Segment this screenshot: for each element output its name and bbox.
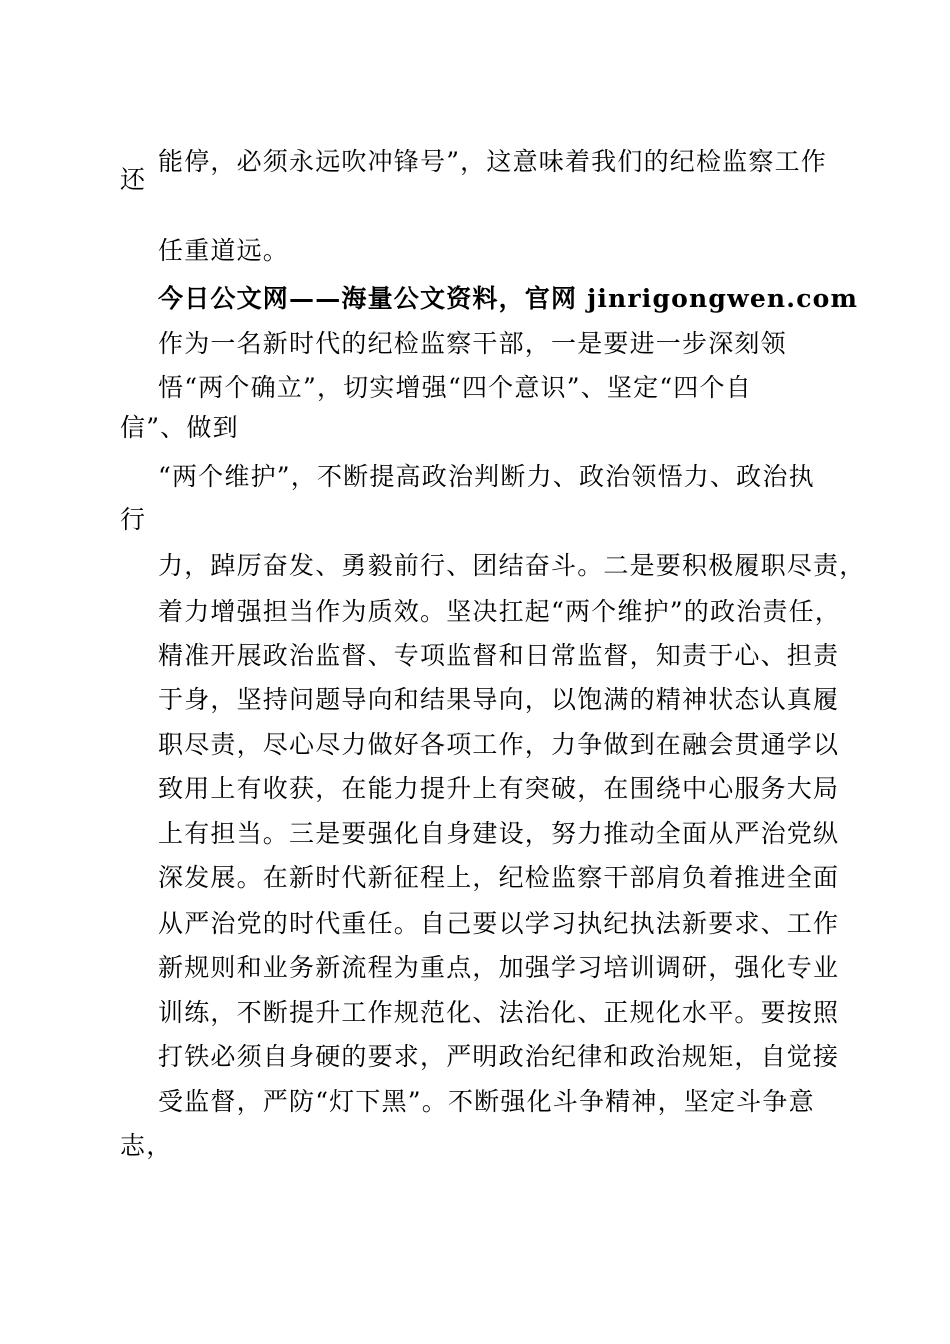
text-line-2: 还: [120, 165, 147, 194]
text-line-21: 打铁必须自身硬的要求，严明政治纪律和政治规矩，自觉接: [158, 1042, 840, 1071]
text-line-1: 能停，必须永远吹冲锋号”，这意味着我们的纪检监察工作: [158, 147, 827, 176]
text-line-9: 行: [120, 505, 147, 534]
text-line-3: 任重道远。: [158, 236, 290, 265]
website-banner: 今日公文网——海量公文资料，官网 jinrigongwen.com: [158, 284, 859, 313]
text-line-17: 深发展。在新时代新征程上，纪检监察干部肩负着推进全面: [158, 863, 840, 892]
text-line-22: 受监督，严防“灯下黑”。不断强化斗争精神，坚定斗争意: [158, 1087, 815, 1116]
text-line-8: “两个维护”，不断提高政治判断力、政治领悟力、政治执: [158, 462, 815, 491]
text-line-18: 从严治党的时代重任。自己要以学习执纪执法新要求、工作: [158, 909, 840, 938]
text-line-20: 训练，不断提升工作规范化、法治化、正规化水平。要按照: [158, 998, 840, 1027]
text-line-6: 悟“两个确立”，切实增强“四个意识”、坚定“四个自: [158, 373, 752, 402]
text-line-16: 上有担当。三是要强化自身建设，努力推动全面从严治党纵: [158, 819, 840, 848]
text-line-14: 职尽责，尽心尽力做好各项工作，力争做到在融会贯通学以: [158, 730, 840, 759]
text-line-11: 着力增强担当作为质效。坚决扛起“两个维护”的政治责任，: [158, 597, 841, 626]
text-line-5: 作为一名新时代的纪检监察干部，一是要进一步深刻领: [158, 329, 787, 358]
text-line-7: 信”、做到: [120, 413, 239, 442]
text-line-19: 新规则和业务新流程为重点，加强学习培训调研，强化专业: [158, 953, 840, 982]
text-line-10: 力，踔厉奋发、勇毅前行、团结奋斗。二是要积极履职尽责，: [158, 551, 866, 580]
text-line-23: 志，: [120, 1131, 173, 1160]
text-line-13: 于身，坚持问题导向和结果导向，以饱满的精神状态认真履: [158, 685, 840, 714]
text-line-12: 精准开展政治监督、专项监督和日常监督，知责于心、担责: [158, 641, 840, 670]
text-line-15: 致用上有收获，在能力提升上有突破，在围绕中心服务大局: [158, 774, 840, 803]
